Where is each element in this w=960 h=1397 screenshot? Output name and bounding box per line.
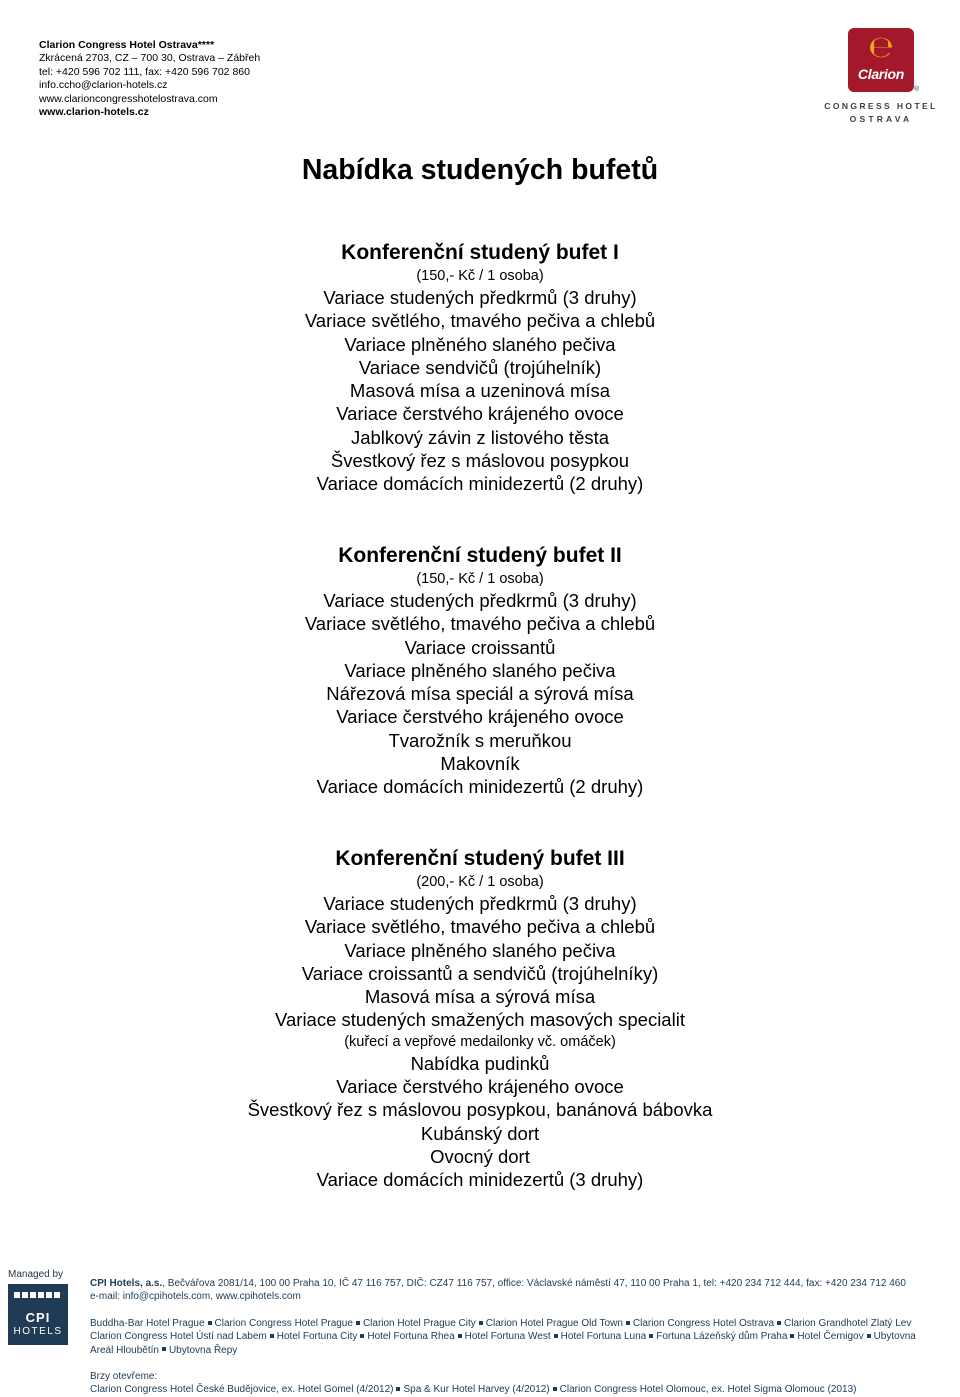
menu-item: Variace croissantů a sendvičů (trojúhelníky) bbox=[301, 962, 659, 984]
menu-item: Variace čerstvého krájeného ovoce bbox=[336, 403, 624, 425]
cpi-grid-icon bbox=[14, 1292, 62, 1306]
hotel-contact-block bbox=[39, 39, 260, 119]
bullet-separator bbox=[356, 1321, 360, 1325]
hotel-list-item: Hotel Fortuna City bbox=[276, 1331, 358, 1343]
bullet-separator bbox=[479, 1321, 483, 1325]
menu-item: Nářezová mísa speciál a sýrová mísa bbox=[326, 683, 634, 705]
bullet-separator bbox=[270, 1334, 274, 1338]
hotel-list-item: Fortuna Lázeňský dům Praha bbox=[656, 1331, 788, 1343]
buffet-price: (150,- Kč / 1 osoba) bbox=[416, 571, 544, 587]
opening-soon-item: Clarion Congress Hotel České Budějovice, ex. Hotel Gomel (4/2012) bbox=[90, 1384, 394, 1396]
menu-item: Variace studených předkrmů (3 druhy) bbox=[323, 893, 637, 914]
bullet-separator bbox=[458, 1334, 462, 1338]
bullet-separator bbox=[162, 1347, 166, 1351]
menu-item: Variace plněného slaného pečiva bbox=[344, 659, 616, 681]
hotel-phone-fax: tel: +420 596 702 111, fax: +420 596 702 860 bbox=[39, 65, 250, 78]
hotel-website: www.clarioncongresshotelostrava.com bbox=[39, 92, 218, 105]
cpi-logo-subtext: HOTELS bbox=[13, 1326, 63, 1337]
clarion-logo-badge bbox=[848, 28, 914, 92]
bullet-separator bbox=[649, 1334, 653, 1338]
company-line bbox=[90, 1277, 950, 1290]
page-title: Nabídka studených bufetů bbox=[301, 154, 659, 186]
bullet-separator bbox=[208, 1321, 212, 1325]
hotel-list-item: Hotel Fortuna Luna bbox=[560, 1331, 647, 1343]
hotel-list-item: Hotel Fortuna West bbox=[464, 1331, 551, 1343]
menu-item: Masová mísa a sýrová mísa bbox=[364, 986, 596, 1008]
hotel-email: info.ccho@clarion-hotels.cz bbox=[39, 79, 168, 92]
hotel-list-row bbox=[90, 1344, 950, 1357]
menu-item: Variace studených předkrmů (3 druhy) bbox=[323, 287, 637, 308]
hotel-list-item: Hotel Černigov bbox=[797, 1331, 864, 1343]
menu-item: Variace croissantů bbox=[404, 636, 556, 658]
menu-item: Masová mísa a uzeninová mísa bbox=[349, 380, 611, 402]
menu-item: Variace studených předkrmů (3 druhy) bbox=[323, 590, 637, 611]
hotel-name: Clarion Congress Hotel Ostrava**** bbox=[39, 39, 215, 51]
logo-subtitle-line2: OSTRAVA bbox=[849, 114, 913, 124]
opening-soon-row bbox=[90, 1383, 950, 1396]
menu-item: Švestkový řez s máslovou posypkou, banánová bábovka bbox=[247, 1099, 713, 1121]
buffet-name: Konferenční studený bufet II bbox=[338, 544, 622, 567]
menu-item: Variace domácích minidezertů (2 druhy) bbox=[316, 473, 644, 495]
menu-item: Variace domácích minidezertů (2 druhy) bbox=[316, 776, 644, 798]
menu-item: Variace čerstvého krájeného ovoce bbox=[336, 1076, 624, 1098]
hotel-list-item: Clarion Grandhotel Zlatý Lev bbox=[784, 1317, 912, 1329]
hotel-list-item: Clarion Congress Hotel Ústí nad Labem bbox=[90, 1331, 267, 1343]
hotel-list-row bbox=[90, 1330, 950, 1343]
hotel-address: Zkrácená 2703, CZ – 700 30, Ostrava – Zábřeh bbox=[39, 52, 261, 65]
menu-item: Variace sendvičů (trojúhelník) bbox=[358, 356, 602, 378]
footer-company-info bbox=[90, 1277, 950, 1397]
menu-item: Variace plněného slaného pečiva bbox=[344, 939, 616, 961]
opening-soon-label: Brzy otevřeme: bbox=[90, 1371, 158, 1383]
buffet-price: (150,- Kč / 1 osoba) bbox=[416, 268, 544, 284]
cpi-logo-text: CPI bbox=[25, 1310, 51, 1325]
company-details: , Bečvářova 2081/14, 100 00 Praha 10, IČ 47 116 757, DIČ: CZ47 116 757, office: Václavské náměstí 47, 110 00 Praha 1, tel: +420 234 712 444, fax: +420 234 712 460 bbox=[162, 1278, 906, 1289]
buffet-price: (200,- Kč / 1 osoba) bbox=[416, 874, 544, 890]
menu-item: Tvarožník s meruňkou bbox=[388, 729, 572, 751]
managed-by-label: Managed by bbox=[8, 1269, 64, 1280]
buffet-section-1 bbox=[0, 239, 960, 496]
registered-mark: ® bbox=[914, 86, 920, 93]
menu-item: Variace čerstvého krájeného ovoce bbox=[336, 706, 624, 728]
hotel-list-item: Areál Hloubětín bbox=[90, 1344, 159, 1356]
bullet-separator bbox=[360, 1334, 364, 1338]
bullet-separator bbox=[554, 1334, 558, 1338]
menu-item: Jablkový závin z listového těsta bbox=[350, 426, 610, 448]
buffet-section-2 bbox=[0, 542, 960, 799]
menu-item: Kubánský dort bbox=[420, 1122, 540, 1144]
clarion-e-icon: ℮ bbox=[868, 30, 894, 65]
buffet-section-3 bbox=[0, 845, 960, 1192]
hotel-list-item: Clarion Congress Hotel Prague bbox=[214, 1317, 353, 1329]
buffet-name: Konferenční studený bufet III bbox=[335, 847, 625, 870]
bullet-separator bbox=[790, 1334, 794, 1338]
menu-item: Variace plněného slaného pečiva bbox=[344, 333, 616, 355]
menu-item: Variace domácích minidezertů (3 druhy) bbox=[316, 1169, 644, 1191]
menu-item: Variace světlého, tmavého pečiva a chlebů bbox=[304, 916, 656, 938]
company-email: e-mail: info@cpihotels.com, www.cpihotels.com bbox=[90, 1291, 301, 1303]
buffet-name: Konferenční studený bufet I bbox=[341, 241, 619, 264]
hotel-list-item: Buddha-Bar Hotel Prague bbox=[90, 1317, 205, 1329]
logo-subtitle-line1: CONGRESS HOTEL bbox=[824, 101, 938, 111]
hotel-list-item: Ubytovna bbox=[873, 1331, 916, 1343]
menu-item: Nabídka pudinků bbox=[410, 1052, 550, 1074]
menu-item: Variace světlého, tmavého pečiva a chlebů bbox=[304, 613, 656, 635]
clarion-website: www.clarion-hotels.cz bbox=[39, 106, 149, 119]
hotel-list-item: Hotel Fortuna Rhea bbox=[367, 1331, 455, 1343]
hotel-list-item: Clarion Hotel Prague Old Town bbox=[485, 1317, 623, 1329]
opening-soon-item: Spa & Kur Hotel Harvey (4/2012) bbox=[403, 1384, 550, 1396]
hotel-list-item: Ubytovna Řepy bbox=[168, 1344, 238, 1356]
menu-item: Variace světlého, tmavého pečiva a chlebů bbox=[304, 310, 656, 332]
clarion-logo bbox=[822, 26, 940, 126]
company-name: CPI Hotels, a.s. bbox=[90, 1278, 163, 1289]
hotel-list-item: Clarion Hotel Prague City bbox=[362, 1317, 476, 1329]
clarion-logo-wordmark: Clarion bbox=[857, 66, 905, 82]
opening-soon-item: Clarion Congress Hotel Olomouc, ex. Hotel Sigma Olomouc (2013) bbox=[559, 1384, 857, 1396]
menu-item: Švestkový řez s máslovou posypkou bbox=[330, 450, 630, 472]
hotel-list-row bbox=[90, 1317, 950, 1330]
menu-item: Ovocný dort bbox=[430, 1145, 530, 1167]
menu-item: Makovník bbox=[440, 753, 520, 775]
bullet-separator bbox=[626, 1321, 630, 1325]
bullet-separator bbox=[867, 1334, 871, 1338]
bullet-separator bbox=[777, 1321, 781, 1325]
menu-item-note: (kuřecí a vepřové medailonky vč. omáček) bbox=[344, 1033, 616, 1050]
cpi-logo-box bbox=[8, 1284, 68, 1345]
menu-item: Variace studených smažených masových specialit bbox=[275, 1009, 685, 1031]
hotel-list-item: Clarion Congress Hotel Ostrava bbox=[632, 1317, 775, 1329]
cpi-hotels-logo bbox=[8, 1269, 68, 1347]
